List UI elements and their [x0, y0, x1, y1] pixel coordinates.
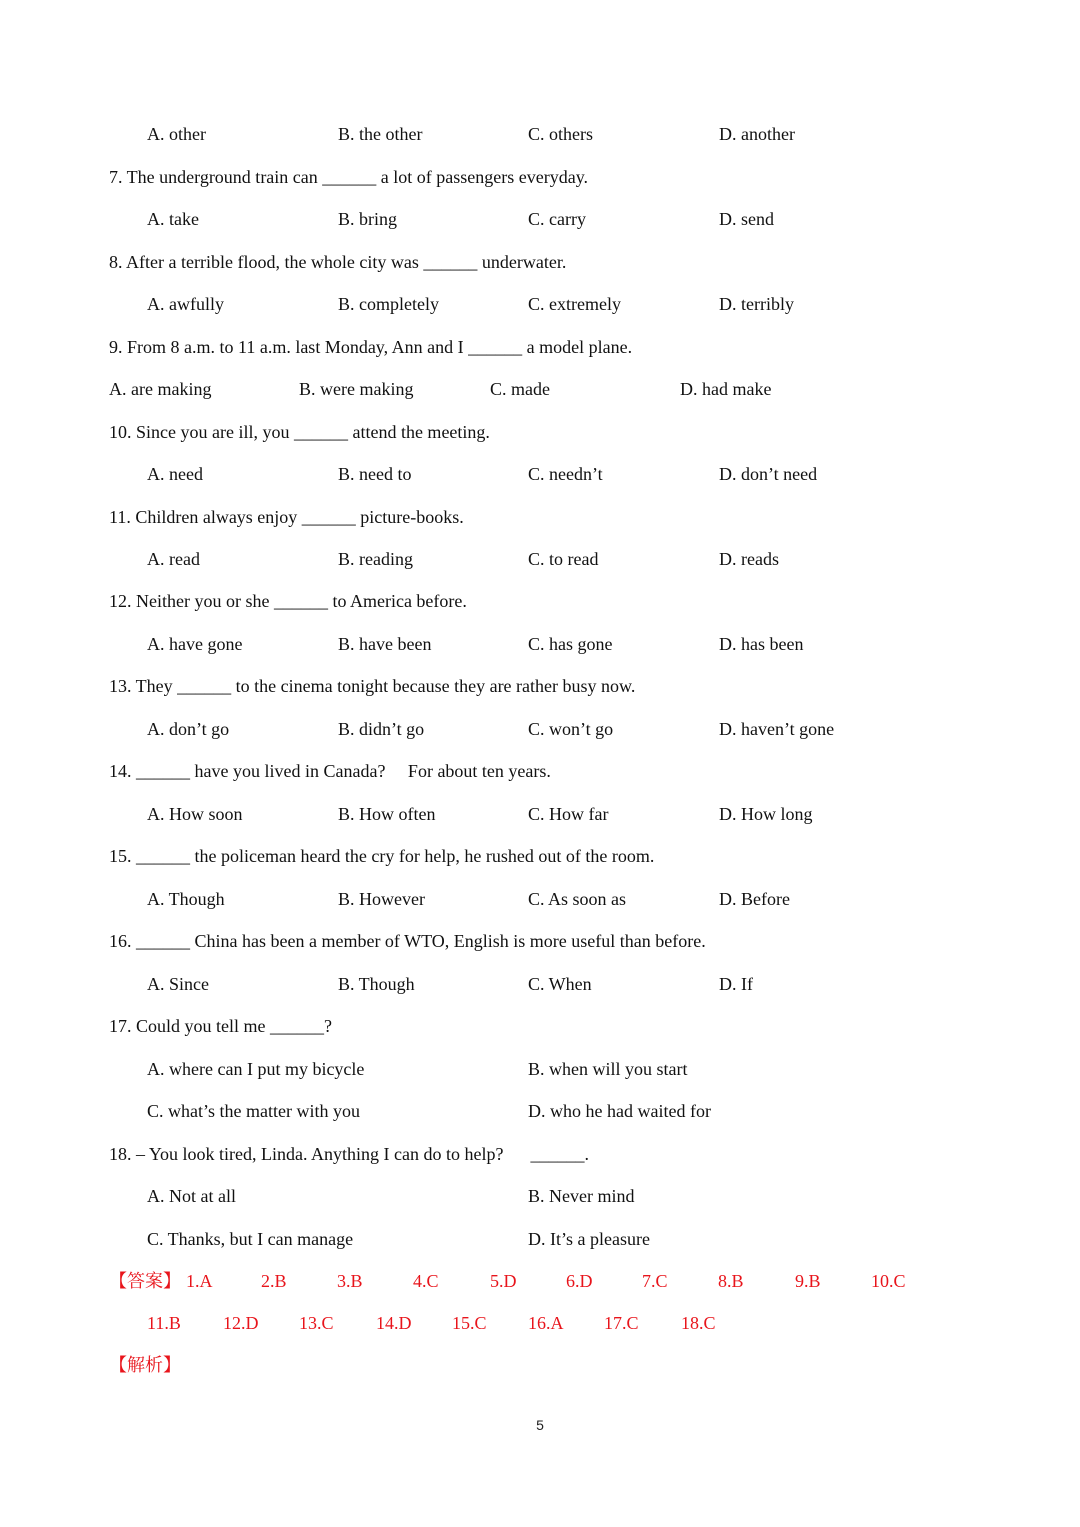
option-a: A. Since	[147, 974, 209, 994]
stem-text: 16. ______ China has been a member of WTO, English is more useful than before.	[109, 931, 706, 951]
answer-11: 11.B	[147, 1313, 181, 1333]
answer-1: 1.A	[186, 1271, 213, 1291]
question-stem-13	[0, 673, 1080, 699]
option-a: A. need	[147, 464, 203, 484]
options-row-q10	[0, 461, 1080, 487]
answers-row-1	[0, 1268, 1080, 1294]
question-stem-10	[0, 419, 1080, 445]
question-stem-7	[0, 164, 1080, 190]
question-stem-8	[0, 249, 1080, 275]
option-a: A. are making	[109, 379, 212, 399]
option-d: D. who he had waited for	[528, 1101, 711, 1121]
options-row-q11	[0, 546, 1080, 572]
option-a: A. where can I put my bicycle	[147, 1059, 365, 1079]
answer-14: 14.D	[376, 1313, 412, 1333]
option-c: C. made	[490, 379, 550, 399]
option-b: B. need to	[338, 464, 412, 484]
option-d: D. How long	[719, 804, 813, 824]
question-stem-16	[0, 928, 1080, 954]
option-b: B. have been	[338, 634, 432, 654]
option-c: C. to read	[528, 549, 599, 569]
answer-10: 10.C	[871, 1271, 906, 1291]
answer-3: 3.B	[337, 1271, 363, 1291]
answer-16: 16.A	[528, 1313, 564, 1333]
question-stem-9	[0, 334, 1080, 360]
option-b: B. bring	[338, 209, 398, 229]
option-b: B. How often	[338, 804, 436, 824]
option-b: B. Though	[338, 974, 415, 994]
option-b: B. were making	[299, 379, 414, 399]
option-d: D. Before	[719, 889, 790, 909]
options-row-q8	[0, 291, 1080, 317]
answer-13: 13.C	[299, 1313, 334, 1333]
answer-4: 4.C	[413, 1271, 439, 1291]
analysis-row	[0, 1352, 1080, 1378]
option-c: C. How far	[528, 804, 609, 824]
option-a: A. How soon	[147, 804, 243, 824]
option-d: D. had make	[680, 379, 772, 399]
answers-row-2	[0, 1310, 1080, 1336]
option-d: D. send	[719, 209, 774, 229]
option-a: A. read	[147, 549, 200, 569]
option-c: C. Thanks, but I can manage	[147, 1229, 354, 1249]
option-c: C. As soon as	[528, 889, 627, 909]
stem-text: 9. From 8 a.m. to 11 a.m. last Monday, Ann and I ______ a model plane.	[109, 337, 633, 357]
options-row-q6	[0, 121, 1080, 147]
answer-15: 15.C	[452, 1313, 487, 1333]
option-a: A. Though	[147, 889, 225, 909]
option-c: C. won’t go	[528, 719, 614, 739]
question-stem-12	[0, 588, 1080, 614]
option-d: D. If	[719, 974, 753, 994]
stem-text: 12. Neither you or she ______ to America before.	[109, 591, 467, 611]
options-row-q9	[0, 376, 1080, 402]
option-d: D. terribly	[719, 294, 794, 314]
options-row-q15	[0, 886, 1080, 912]
option-c: C. carry	[528, 209, 586, 229]
answer-5: 5.D	[490, 1271, 517, 1291]
answer-6: 6.D	[566, 1271, 593, 1291]
stem-text: 13. They ______ to the cinema tonight because they are rather busy now.	[109, 676, 636, 696]
option-d: D. reads	[719, 549, 779, 569]
question-stem-18	[0, 1141, 1080, 1167]
page-number: 5	[536, 1417, 544, 1433]
options-row-q17-ab	[0, 1056, 1080, 1082]
options-row-q18-cd	[0, 1226, 1080, 1252]
option-d: D. has been	[719, 634, 804, 654]
options-row-q13	[0, 716, 1080, 742]
answer-7: 7.C	[642, 1271, 668, 1291]
option-b: B. when will you start	[528, 1059, 688, 1079]
option-b: B. didn’t go	[338, 719, 425, 739]
answer-12: 12.D	[223, 1313, 259, 1333]
option-a: A. don’t go	[147, 719, 230, 739]
option-a: A. have gone	[147, 634, 243, 654]
stem-text: 8. After a terrible flood, the whole city was ______ underwater.	[109, 252, 567, 272]
answer-17: 17.C	[604, 1313, 639, 1333]
option-d: D. another	[719, 124, 795, 144]
question-stem-11	[0, 504, 1080, 530]
stem-text: 10. Since you are ill, you ______ attend the meeting.	[109, 422, 490, 442]
answer-8: 8.B	[718, 1271, 744, 1291]
option-b: B. Never mind	[528, 1186, 635, 1206]
question-stem-15	[0, 843, 1080, 869]
options-row-q7	[0, 206, 1080, 232]
answer-9: 9.B	[795, 1271, 821, 1291]
options-row-q17-cd	[0, 1098, 1080, 1124]
stem-text: 18. – You look tired, Linda. Anything I can do to help? ______.	[109, 1144, 589, 1164]
option-c: C. When	[528, 974, 592, 994]
options-row-q14	[0, 801, 1080, 827]
stem-text: 17. Could you tell me ______?	[109, 1016, 332, 1036]
analysis-label: 【解析】	[109, 1355, 181, 1375]
option-b: B. completely	[338, 294, 439, 314]
option-c: C. has gone	[528, 634, 613, 654]
option-a: A. awfully	[147, 294, 224, 314]
answers-label: 【答案】	[109, 1271, 181, 1291]
options-row-q16	[0, 971, 1080, 997]
answer-2: 2.B	[261, 1271, 287, 1291]
stem-text: 14. ______ have you lived in Canada? For about ten years.	[109, 761, 551, 781]
option-d: D. haven’t gone	[719, 719, 835, 739]
stem-text: 15. ______ the policeman heard the cry for help, he rushed out of the room.	[109, 846, 655, 866]
option-c: C. extremely	[528, 294, 621, 314]
option-a: A. take	[147, 209, 199, 229]
question-stem-17	[0, 1013, 1080, 1039]
option-c: C. needn’t	[528, 464, 603, 484]
option-d: D. It’s a pleasure	[528, 1229, 650, 1249]
option-c: C. others	[528, 124, 593, 144]
option-b: B. However	[338, 889, 425, 909]
option-d: D. don’t need	[719, 464, 818, 484]
option-b: B. reading	[338, 549, 413, 569]
option-a: A. Not at all	[147, 1186, 236, 1206]
options-row-q18-ab	[0, 1183, 1080, 1209]
option-a: A. other	[147, 124, 206, 144]
stem-text: 7. The underground train can ______ a lot of passengers everyday.	[109, 167, 589, 187]
options-row-q12	[0, 631, 1080, 657]
answer-18: 18.C	[681, 1313, 716, 1333]
option-c: C. what’s the matter with you	[147, 1101, 360, 1121]
stem-text: 11. Children always enjoy ______ picture-books.	[109, 507, 464, 527]
question-stem-14	[0, 758, 1080, 784]
option-b: B. the other	[338, 124, 423, 144]
